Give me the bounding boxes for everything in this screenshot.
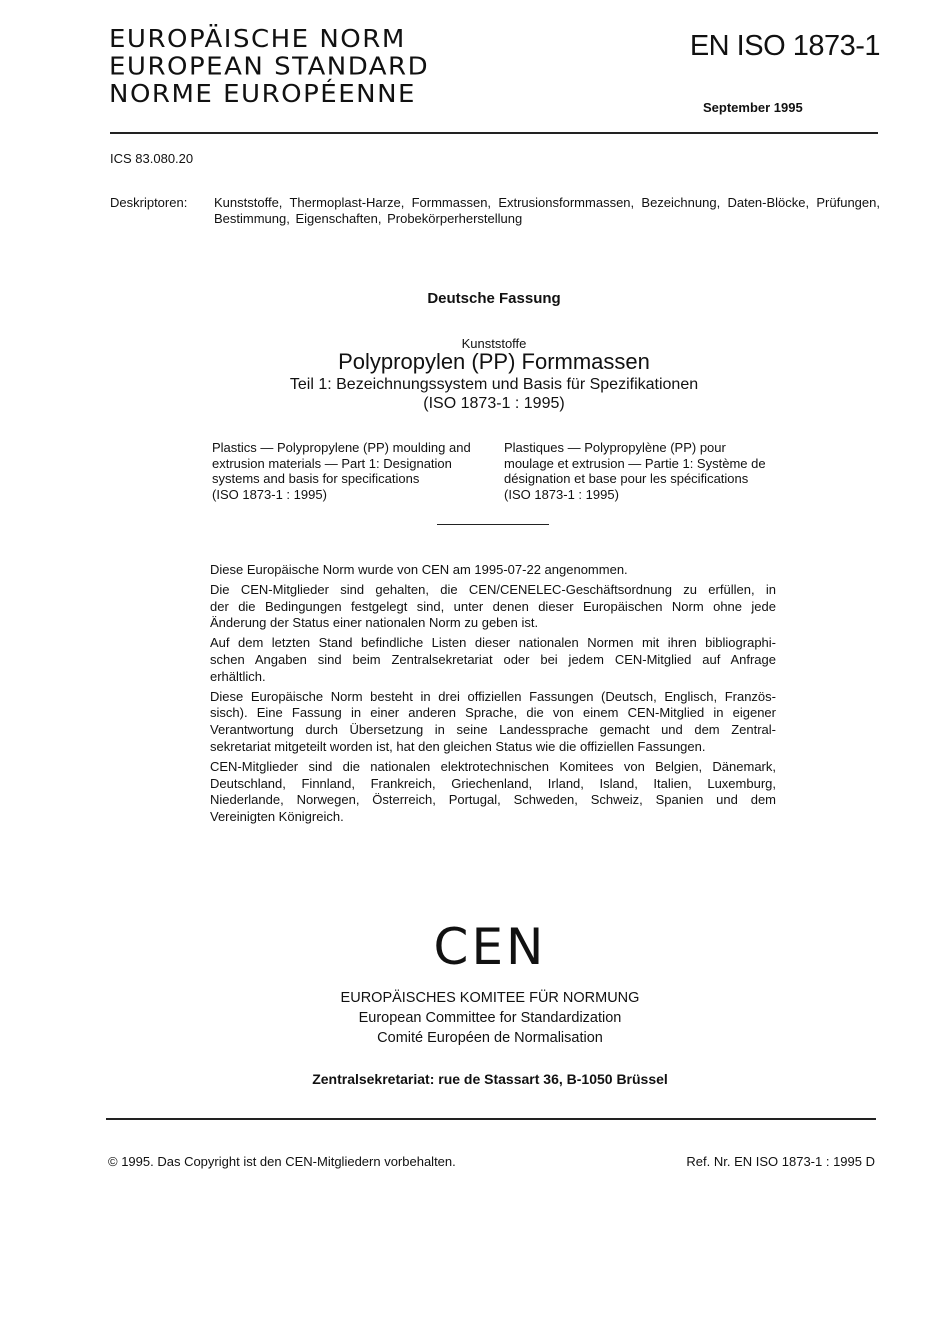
norm-title-en: EUROPEAN STANDARD (109, 52, 430, 82)
french-title-line: Plastiques — Polypropylène (PP) pour (504, 440, 726, 455)
text-line: Die CEN-Mitglieder sind gehalten, die CEN/CENELEC-Geschäftsordnung zu erfüllen, in (210, 581, 776, 597)
english-title-line: extrusion materials — Part 1: Designation (212, 455, 452, 471)
descriptors-text: Kunststoffe, Thermoplast-Harze, Formmassen, Extrusionsformmassen, Bezeichnung, Daten-Blöcke, Prüfungen, Bestimmung, Eigenschaften, Probekörperherstellung (214, 195, 880, 226)
text-line: sekretariat mitgeteilt worden ist, hat den gleichen Status wie die offiziellen Fassungen. (210, 738, 706, 754)
text-line: sisch). Eine Fassung in einer anderen Sprache, die von einem CEN-Mitglied in eigener (210, 705, 776, 721)
paragraph-members (210, 759, 776, 826)
reference-number: Ref. Nr. EN ISO 1873-1 : 1995 D (686, 1154, 875, 1169)
text-line: schen Angaben sind beim Zentralsekretariat oder bei jedem CEN-Mitglied auf Anfrage (210, 651, 776, 667)
descriptors-label: Deskriptoren: (110, 195, 188, 210)
main-title: Polypropylen (PP) Formmassen (338, 349, 650, 374)
text-line: erhältlich. (210, 668, 266, 684)
text-line: Niederlande, Norwegen, Österreich, Portugal, Schweden, Schweiz, Spanien und dem (210, 792, 776, 808)
text-line: Vereinigten Königreich. (210, 809, 344, 825)
version-heading: Deutsche Fassung (427, 290, 561, 307)
text-line: Auf dem letzten Stand befindliche Listen dieser nationalen Normen mit ihren bibliographi- (210, 635, 776, 651)
french-title (504, 440, 776, 502)
english-title-line: Plastics — Polypropylene (PP) moulding and (212, 440, 471, 455)
footer-divider (106, 1118, 876, 1120)
text-line: Diese Europäische Norm besteht in drei offiziellen Fassungen (Deutsch, Englisch, Französ- (210, 688, 776, 704)
norm-title-fr: NORME EUROPÉENNE (109, 80, 416, 109)
paragraph-lists (210, 635, 776, 685)
norm-title-block (109, 26, 429, 109)
header-divider (110, 132, 878, 134)
french-title-line: (ISO 1873-1 : 1995) (504, 486, 619, 502)
subtitle-block (0, 375, 950, 413)
subtitle-part: Teil 1: Bezeichnungssystem und Basis für Spezifikationen (289, 376, 699, 393)
text-line: Änderung der Status einer nationalen Norm zu geben ist. (210, 615, 539, 631)
text-line: Deutschland, Finnland, Frankreich, Griechenland, Irland, Island, Italien, Luxemburg, (210, 775, 776, 791)
org-name-en: European Committee for Standardization (358, 1010, 622, 1026)
paragraph-versions (210, 689, 776, 756)
english-title-line: systems and basis for specifications (212, 471, 420, 486)
secretariat-address: Zentralsekretariat: rue de Stassart 36, B-1050 Brüssel (312, 1071, 668, 1087)
french-title-line: moulage et extrusion — Partie 1: Système de (504, 455, 766, 471)
cen-logo: CEN (433, 918, 547, 976)
organization-names (0, 988, 950, 1048)
copyright-notice: © 1995. Das Copyright ist den CEN-Mitgliedern vorbehalten. (108, 1154, 456, 1169)
paragraph-obligations (210, 582, 776, 632)
title-divider (437, 524, 549, 525)
title-category: Kunststoffe (461, 336, 527, 351)
subtitle-ref: (ISO 1873-1 : 1995) (423, 395, 565, 412)
text-line: CEN-Mitglieder sind die nationalen elektrotechnischen Komitees von Belgien, Dänemark, (210, 758, 776, 774)
text-line: Verantwortung durch Übersetzung in seine Landessprache gemacht und dem Zentral- (210, 722, 776, 738)
text-line: Diese Europäische Norm wurde von CEN am 1995-07-22 angenommen. (210, 562, 628, 577)
ics-code: ICS 83.080.20 (110, 151, 194, 166)
org-name-de: EUROPÄISCHES KOMITEE FÜR NORMUNG (340, 990, 640, 1006)
org-name-fr: Comité Européen de Normalisation (377, 1030, 603, 1046)
adoption-notice (210, 562, 776, 829)
publication-date: September 1995 (703, 100, 803, 115)
french-title-line: désignation et base pour les spécifications (504, 471, 749, 486)
paragraph-adoption (210, 562, 776, 579)
english-title (212, 440, 484, 502)
text-line: der die Bedingungen festgelegt sind, unter denen dieser Europäischen Norm ohne jede (210, 598, 776, 614)
english-title-line: (ISO 1873-1 : 1995) (212, 486, 327, 502)
norm-title-de: EUROPÄISCHE NORM (109, 25, 406, 54)
standard-number: EN ISO 1873-1 (689, 30, 880, 62)
